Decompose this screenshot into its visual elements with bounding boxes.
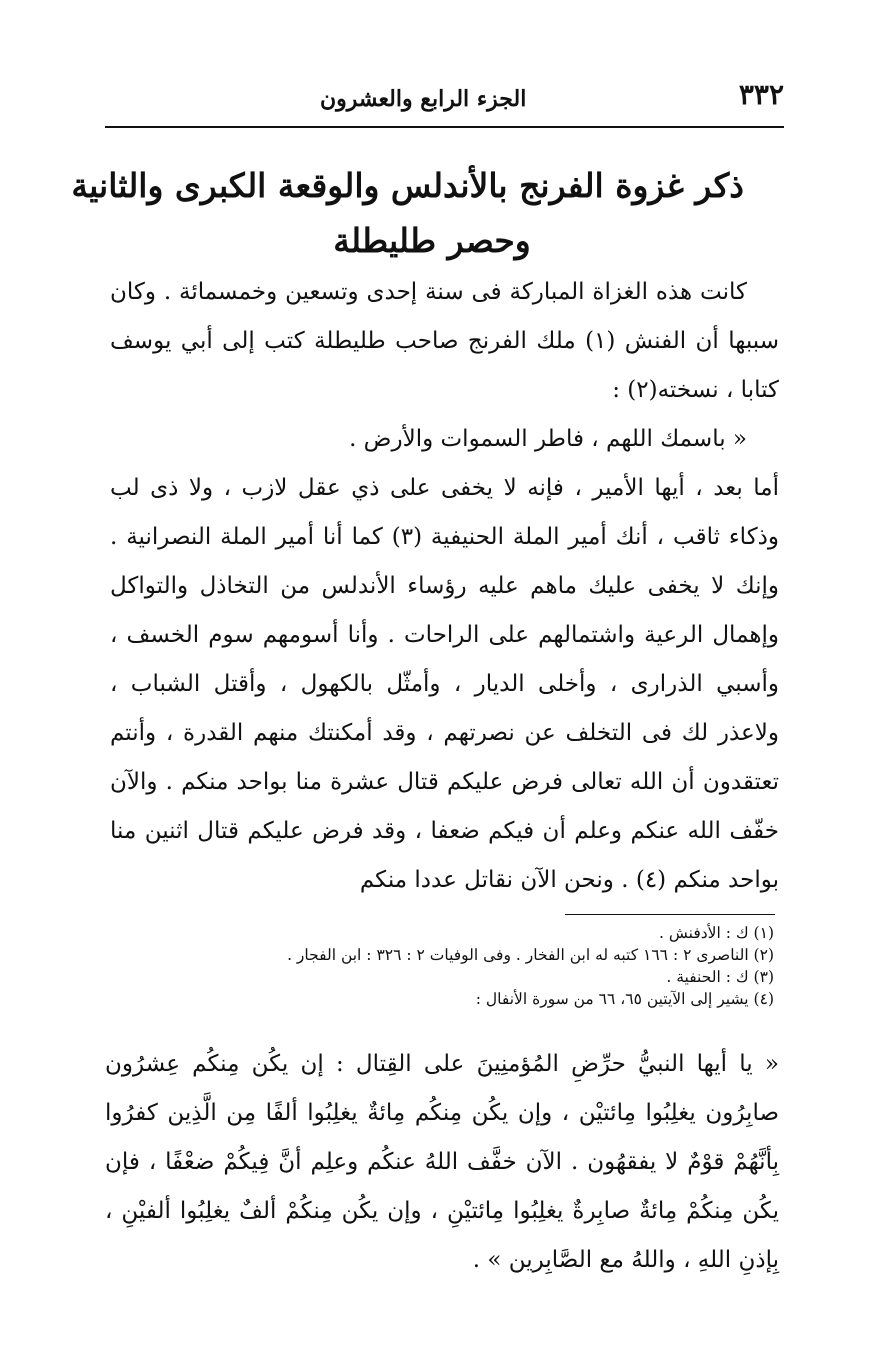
body-text	[110, 268, 779, 905]
chapter-title-line-1: ذكر غزوة الفرنج بالأندلس والوقعة الكبرى والثانية	[71, 166, 744, 205]
chapter-title-line-2: وحصر طليطلة	[333, 221, 531, 260]
footnotes	[135, 922, 774, 1010]
footnote-4: (٤) يشير إلى الآيتين ٦٥، ٦٦ من سورة الأنفال :	[475, 990, 774, 1008]
page-number: ٣٣٢	[738, 78, 784, 111]
chapter-title	[71, 158, 744, 268]
quran-text: « يا أيها النبيُّ حرِّضِ المُؤمنِينَ على القِتال : إن يكُن مِنكُم عِشرُون صابِرُون يغلِبُوا مِائتيْن ، وإن يكُن مِنكُم مِائةٌ يغلِبُوا ألفًا مِن الَّذِين كفرُوا بِأنَّهُمْ قوْمٌ لا يفقهُون . الآن خفَّف اللهُ عنكُم وعلِم أنَّ فِيكُمْ ضعْفًا ، فإن يكُن مِنكُمْ مِائةٌ صابِرةٌ يغلِبُوا مِائتيْنِ ، وإن يكُن مِنكُمْ ألفٌ يغلِبُوا ألفيْنِ ، بِإذنِ اللهِ ، واللهُ مع الصَّابِرين » .	[105, 1051, 779, 1273]
quran-quote	[105, 1040, 779, 1285]
footnote-2: (٢) الناصرى ٢ : ١٦٦ كتبه له ابن الفخار . وفى الوفيات ٢ : ٣٢٦ : ابن الفجار .	[287, 946, 774, 964]
letter-body: أما بعد ، أيها الأمير ، فإنه لا يخفى على ذي عقل لازب ، ولا ذى لب وذكاء ثاقب ، أنك أمير الملة الحنيفية (٣) كما أنا أمير الملة النصرانية . وإنك لا يخفى عليك ماهم عليه رؤساء الأندلس من التخاذل والتواكل وإهمال الرعية واشتمالهم على الراحات . وأنا أسومهم سوم الخسف ، وأسبي الذرارى ، وأخلى الديار ، وأمثّل بالكهول ، وأقتل الشباب ، ولاعذر لك فى التخلف عن نصرتهم ، وقد أمكنتك منهم القدرة ، وأنتم تعتقدون أن الله تعالى فرض عليكم قتال عشرة منا بواحد منكم . والآن خفّف الله عنكم وعلم أن فيكم ضعفا ، وقد فرض عليكم قتال اثنين منا بواحد منكم (٤) . ونحن الآن نقاتل عددا منكم	[110, 475, 779, 893]
footnote-3: (٣) ك : الحنفية .	[666, 968, 774, 986]
paragraph-intro: كانت هذه الغزاة المباركة فى سنة إحدى وتسعين وخمسمائة . وكان سببها أن الفنش (١) ملك الفرنج صاحب طليطلة كتب إلى أبي يوسف كتابا ، نسخته(٢) :	[110, 279, 779, 403]
footnote-divider	[565, 914, 775, 915]
running-head: الجزء الرابع والعشرون	[320, 86, 527, 112]
letter-opening: « باسمك اللهم ، فاطر السموات والأرض .	[349, 426, 747, 452]
page-header	[105, 78, 784, 128]
footnote-1: (١) ك : الأدفنش .	[659, 924, 774, 942]
